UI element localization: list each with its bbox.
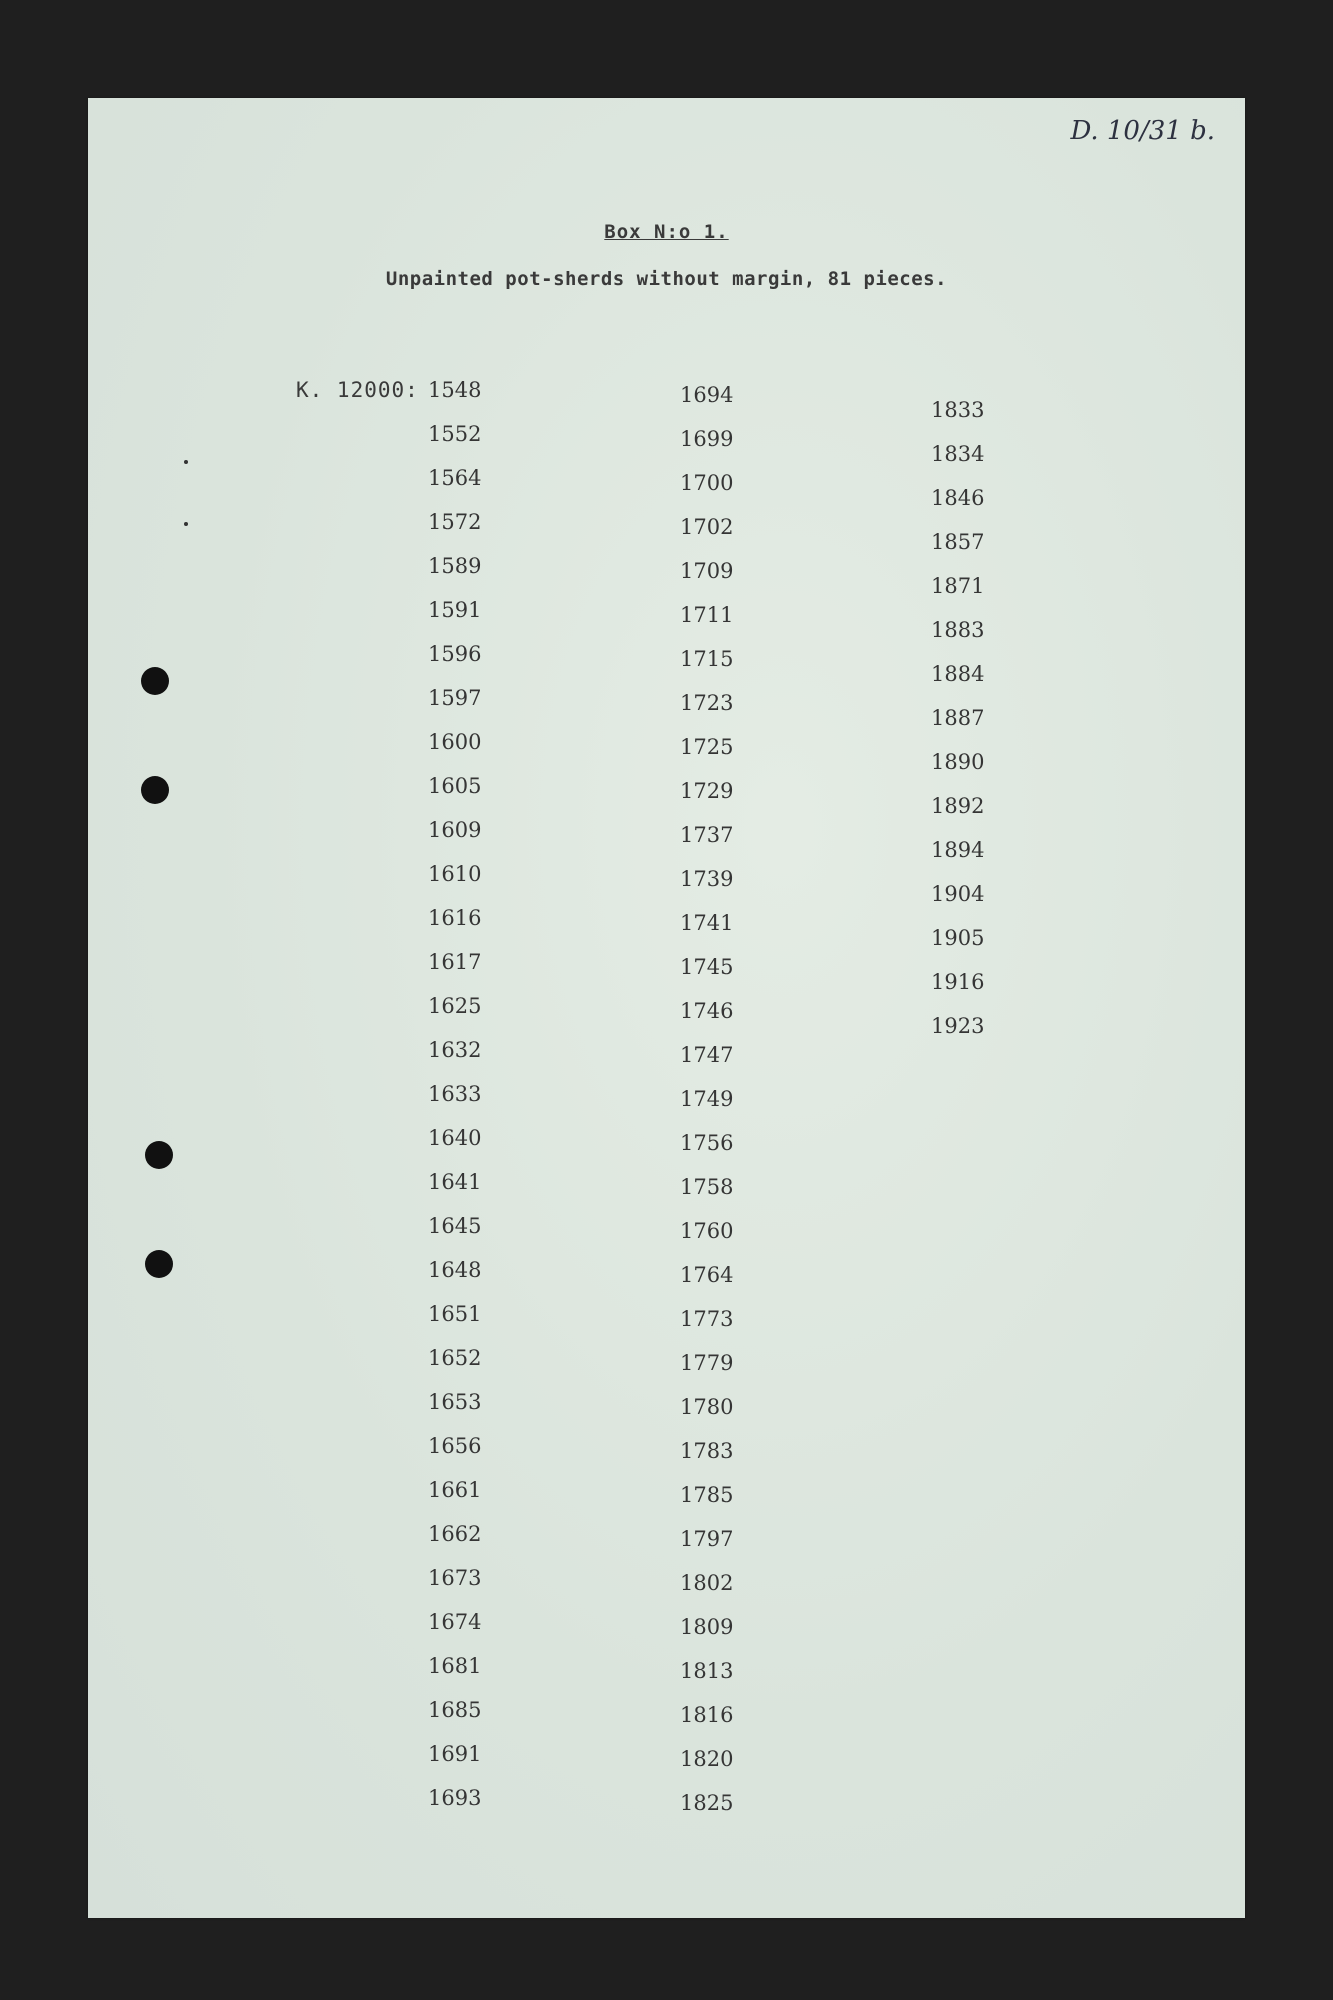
catalogue-number: 1699 bbox=[680, 427, 734, 451]
catalogue-number: 1884 bbox=[931, 662, 985, 686]
catalogue-number: 1813 bbox=[680, 1659, 734, 1683]
catalogue-number: 1773 bbox=[680, 1307, 734, 1331]
page-title: Box N:o 1. bbox=[604, 221, 729, 243]
catalogue-number: 1887 bbox=[931, 706, 985, 730]
catalogue-number: 1746 bbox=[680, 999, 734, 1023]
catalogue-number: 1723 bbox=[680, 691, 734, 715]
catalogue-number: 1760 bbox=[680, 1219, 734, 1243]
catalogue-number: 1780 bbox=[680, 1395, 734, 1419]
catalogue-number: 1715 bbox=[680, 647, 734, 671]
catalogue-number: 1691 bbox=[428, 1742, 482, 1766]
number-column-3 bbox=[931, 388, 984, 1048]
catalogue-number: 1890 bbox=[931, 750, 985, 774]
catalogue-number: 1605 bbox=[428, 774, 482, 798]
catalogue-number: 1846 bbox=[931, 486, 985, 510]
catalogue-number: 1564 bbox=[428, 466, 482, 490]
catalogue-number: 1700 bbox=[680, 471, 734, 495]
number-column-1 bbox=[428, 368, 481, 1820]
catalogue-number: 1596 bbox=[428, 642, 482, 666]
catalogue-number: 1916 bbox=[931, 970, 985, 994]
catalogue-number: 1653 bbox=[428, 1390, 482, 1414]
catalogue-number: 1764 bbox=[680, 1263, 734, 1287]
catalogue-number: 1816 bbox=[680, 1703, 734, 1727]
catalogue-number: 1905 bbox=[931, 926, 985, 950]
punch-hole bbox=[141, 667, 169, 695]
catalogue-number: 1756 bbox=[680, 1131, 734, 1155]
catalogue-number: 1871 bbox=[931, 574, 985, 598]
punch-hole bbox=[145, 1250, 173, 1278]
catalogue-number: 1681 bbox=[428, 1654, 482, 1678]
catalogue-number: 1645 bbox=[428, 1214, 482, 1238]
catalogue-number: 1589 bbox=[428, 554, 482, 578]
punch-hole bbox=[141, 776, 169, 804]
catalogue-number: 1674 bbox=[428, 1610, 482, 1634]
catalogue-number: 1625 bbox=[428, 994, 482, 1018]
catalogue-number: 1651 bbox=[428, 1302, 482, 1326]
catalogue-number: 1600 bbox=[428, 730, 482, 754]
catalogue-number: 1693 bbox=[428, 1786, 482, 1810]
catalogue-number: 1729 bbox=[680, 779, 734, 803]
catalogue-number: 1892 bbox=[931, 794, 985, 818]
catalogue-number: 1725 bbox=[680, 735, 734, 759]
catalogue-number: 1745 bbox=[680, 955, 734, 979]
catalogue-number: 1779 bbox=[680, 1351, 734, 1375]
catalogue-number: 1747 bbox=[680, 1043, 734, 1067]
catalogue-number: 1857 bbox=[931, 530, 985, 554]
catalogue-number: 1609 bbox=[428, 818, 482, 842]
catalogue-number: 1809 bbox=[680, 1615, 734, 1639]
catalogue-number: 1894 bbox=[931, 838, 985, 862]
catalogue-number: 1648 bbox=[428, 1258, 482, 1282]
catalogue-number: 1572 bbox=[428, 510, 482, 534]
catalogue-number: 1797 bbox=[680, 1527, 734, 1551]
catalogue-number: 1641 bbox=[428, 1170, 482, 1194]
catalogue-number: 1709 bbox=[680, 559, 734, 583]
number-column-2 bbox=[680, 373, 733, 1825]
catalogue-number: 1834 bbox=[931, 442, 985, 466]
catalogue-number: 1548 bbox=[428, 378, 482, 402]
catalogue-number: 1694 bbox=[680, 383, 734, 407]
catalogue-number: 1640 bbox=[428, 1126, 482, 1150]
catalogue-number: 1825 bbox=[680, 1791, 734, 1815]
catalogue-number: 1616 bbox=[428, 906, 482, 930]
catalogue-number: 1737 bbox=[680, 823, 734, 847]
catalogue-prefix: K. 12000: bbox=[296, 378, 419, 402]
paper-mark bbox=[184, 460, 188, 464]
catalogue-number: 1652 bbox=[428, 1346, 482, 1370]
catalogue-number: 1741 bbox=[680, 911, 734, 935]
catalogue-number: 1632 bbox=[428, 1038, 482, 1062]
catalogue-number: 1702 bbox=[680, 515, 734, 539]
catalogue-number: 1785 bbox=[680, 1483, 734, 1507]
catalogue-number: 1833 bbox=[931, 398, 985, 422]
catalogue-number: 1610 bbox=[428, 862, 482, 886]
paper-mark bbox=[184, 522, 188, 526]
punch-hole bbox=[145, 1141, 173, 1169]
catalogue-number: 1739 bbox=[680, 867, 734, 891]
catalogue-number: 1923 bbox=[931, 1014, 985, 1038]
catalogue-number: 1820 bbox=[680, 1747, 734, 1771]
catalogue-number: 1711 bbox=[680, 603, 734, 627]
page-subtitle: Unpainted pot-sherds without margin, 81 pieces. bbox=[385, 268, 948, 290]
catalogue-number: 1591 bbox=[428, 598, 482, 622]
catalogue-number: 1552 bbox=[428, 422, 482, 446]
catalogue-number: 1662 bbox=[428, 1522, 482, 1546]
catalogue-number: 1758 bbox=[680, 1175, 734, 1199]
catalogue-number: 1904 bbox=[931, 882, 985, 906]
catalogue-number: 1617 bbox=[428, 950, 482, 974]
reference-number: D. 10/31 b. bbox=[1070, 116, 1215, 146]
catalogue-number: 1749 bbox=[680, 1087, 734, 1111]
catalogue-number: 1633 bbox=[428, 1082, 482, 1106]
catalogue-number: 1883 bbox=[931, 618, 985, 642]
catalogue-number: 1673 bbox=[428, 1566, 482, 1590]
catalogue-number: 1661 bbox=[428, 1478, 482, 1502]
catalogue-number: 1597 bbox=[428, 686, 482, 710]
catalogue-number: 1685 bbox=[428, 1698, 482, 1722]
catalogue-number: 1656 bbox=[428, 1434, 482, 1458]
catalogue-number: 1802 bbox=[680, 1571, 734, 1595]
document-page bbox=[88, 98, 1245, 1918]
catalogue-number: 1783 bbox=[680, 1439, 734, 1463]
